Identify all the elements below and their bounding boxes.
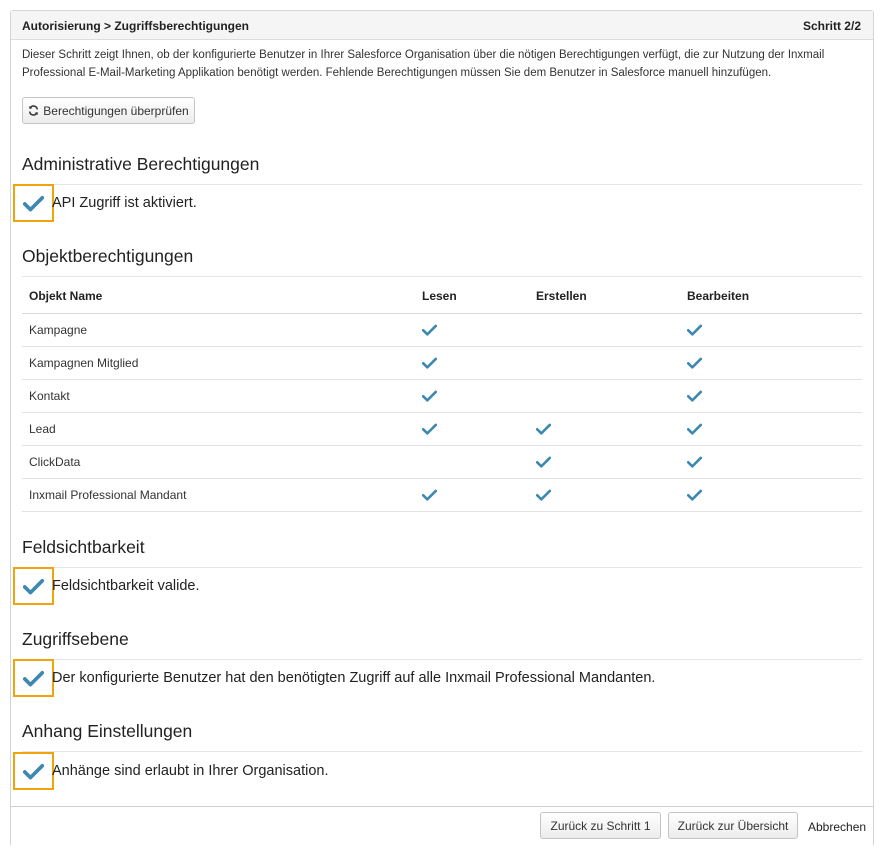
read-permission-cell — [422, 314, 437, 346]
edit-permission-cell — [687, 446, 702, 478]
column-header-read: Lesen — [422, 288, 457, 303]
column-header-object-name: Objekt Name — [29, 288, 103, 303]
checkmark-icon — [422, 390, 437, 402]
read-permission-cell — [422, 479, 437, 511]
table-row — [22, 314, 862, 347]
intro-text: Dieser Schritt zeigt Ihnen, ob der konfigurierte Benutzer in Ihrer Salesforce Organisation über die nötigen Berechtigungen verfügt, die zur Nutzung der Inxmail Professional E-Mail-Marketing Applikation benötigt werden. Fehlende Berechtigungen müssen Sie dem Benutzer in Salesforce manuell hinzufügen. — [22, 49, 825, 79]
checkmark-icon — [536, 489, 551, 501]
checkmark-icon — [23, 195, 44, 212]
object-name-cell: Kampagnen Mitglied — [29, 356, 139, 370]
section-title-objects: Objektberechtigungen — [22, 246, 862, 277]
back-to-step1-button[interactable]: Zurück zu Schritt 1 — [540, 812, 661, 839]
table-body — [22, 314, 862, 512]
admin-status — [13, 184, 858, 222]
create-permission-cell — [536, 446, 551, 478]
access-status — [13, 659, 858, 697]
checkmark-icon — [422, 423, 437, 435]
read-permission-cell — [422, 380, 437, 412]
highlight-box — [13, 659, 54, 697]
access-status-text: Der konfigurierte Benutzer hat den benötigten Zugriff auf alle Inxmail Professional Mandanten. — [52, 670, 656, 686]
object-name-cell: Lead — [29, 422, 56, 436]
checkmark-icon — [422, 357, 437, 369]
checkmark-icon — [422, 489, 437, 501]
object-name-cell: ClickData — [29, 455, 81, 469]
check-permissions-label: Berechtigungen überprüfen — [43, 103, 189, 118]
panel-header — [11, 11, 873, 40]
checkmark-icon — [23, 578, 44, 595]
table-row — [22, 446, 862, 479]
attachments-status-text: Anhänge sind erlaubt in Ihrer Organisation. — [52, 763, 329, 779]
edit-permission-cell — [687, 347, 702, 379]
fields-status — [13, 567, 858, 605]
read-permission-cell — [422, 347, 437, 379]
checkmark-icon — [687, 357, 702, 369]
section-title-attachments: Anhang Einstellungen — [22, 721, 862, 752]
back-to-overview-button[interactable]: Zurück zur Übersicht — [668, 812, 798, 839]
table-row — [22, 479, 862, 512]
table-header-row — [22, 278, 862, 314]
checkmark-icon — [687, 324, 702, 336]
highlight-box — [13, 184, 54, 222]
read-permission-cell — [422, 413, 437, 445]
section-title-admin: Administrative Berechtigungen — [22, 154, 862, 185]
table-row — [22, 380, 862, 413]
checkmark-icon — [687, 423, 702, 435]
checkmark-icon — [422, 324, 437, 336]
edit-permission-cell — [687, 479, 702, 511]
fields-status-text: Feldsichtbarkeit valide. — [52, 578, 200, 594]
checkmark-icon — [23, 763, 44, 780]
checkmark-icon — [687, 390, 702, 402]
breadcrumb: Autorisierung > Zugriffsberechtigungen — [22, 19, 250, 33]
edit-permission-cell — [687, 314, 702, 346]
create-permission-cell — [536, 479, 551, 511]
permissions-panel — [10, 10, 874, 847]
checkmark-icon — [536, 456, 551, 468]
step-indicator: Schritt 2/2 — [802, 19, 861, 33]
checkmark-icon — [687, 489, 702, 501]
cancel-link[interactable]: Abbrechen — [808, 820, 867, 834]
object-permissions-table — [22, 278, 862, 512]
attachments-status — [13, 752, 858, 790]
column-header-create: Erstellen — [536, 288, 587, 303]
checkmark-icon — [536, 423, 551, 435]
object-name-cell: Kontakt — [29, 389, 70, 403]
refresh-icon — [28, 105, 39, 116]
object-name-cell: Kampagne — [29, 323, 88, 337]
section-title-access: Zugriffsebene — [22, 629, 862, 660]
create-permission-cell — [536, 413, 551, 445]
checkmark-icon — [23, 670, 44, 687]
column-header-edit: Bearbeiten — [687, 288, 750, 303]
table-row — [22, 413, 862, 446]
checkmark-icon — [687, 456, 702, 468]
highlight-box — [13, 752, 54, 790]
highlight-box — [13, 567, 54, 605]
check-permissions-button[interactable] — [22, 97, 195, 124]
edit-permission-cell — [687, 380, 702, 412]
edit-permission-cell — [687, 413, 702, 445]
object-name-cell: Inxmail Professional Mandant — [29, 488, 187, 502]
section-title-fields: Feldsichtbarkeit — [22, 537, 862, 568]
table-row — [22, 347, 862, 380]
admin-status-text: API Zugriff ist aktiviert. — [52, 195, 197, 211]
